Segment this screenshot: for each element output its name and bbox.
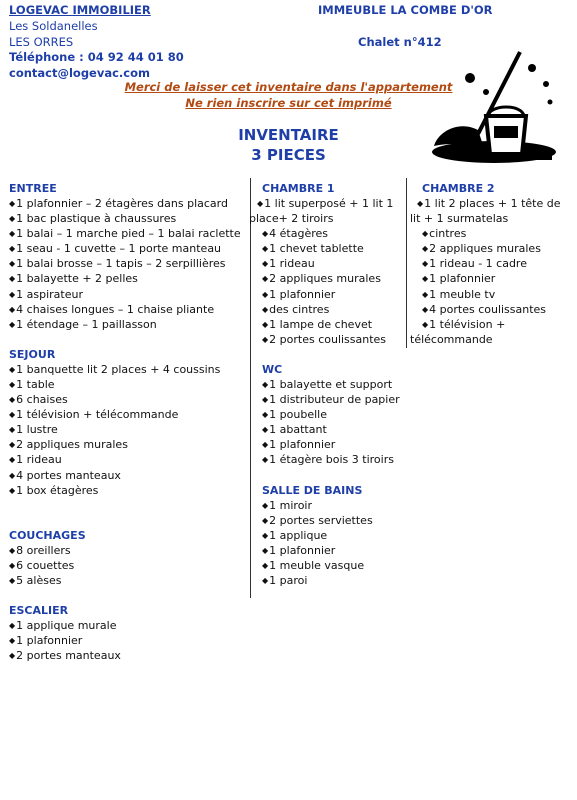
diamond-bullet-icon: ◆ [262,440,269,450]
diamond-bullet-icon: ◆ [9,651,16,661]
diamond-bullet-icon: ◆ [262,500,269,510]
column-divider-2 [406,178,407,348]
list-item [422,241,570,256]
list-item [9,317,247,332]
chambre-1-list [253,226,403,347]
list-item-text: 6 chaises [16,393,68,407]
list-item [9,452,247,467]
list-item-text: 1 meuble vasque [269,558,365,572]
section-title-wc: WC [262,362,283,376]
diamond-bullet-icon: ◆ [9,379,16,389]
list-item-text: 1 rideau - 1 cadre [429,257,527,271]
building-name: IMMEUBLE LA COMBE D'OR [318,3,493,17]
diamond-bullet-icon: ◆ [9,319,16,329]
diamond-bullet-icon: ◆ [9,440,16,450]
diamond-bullet-icon: ◆ [262,289,269,299]
list-item-text: 1 étendage – 1 paillasson [16,317,157,331]
section-title-sejour: SEJOUR [9,347,56,361]
list-item-text: des cintres [269,302,330,316]
diamond-bullet-icon: ◆ [9,274,16,284]
section-title-entree: ENTREE [9,182,57,195]
list-item-continuation: lit + 1 surmatelas [410,212,509,226]
list-item-text: 8 oreillers [16,543,71,557]
diamond-bullet-icon: ◆ [262,259,269,269]
list-item-text: 2 portes coulissantes [269,332,387,346]
diamond-bullet-icon: ◆ [262,575,269,585]
list-item [9,377,247,392]
list-item [262,302,403,317]
list-item-text: 1 lit 2 places + 1 tête de [424,197,561,210]
diamond-bullet-icon: ◆ [9,229,16,239]
list-item [262,241,403,256]
list-item-text: 5 alèses [16,573,62,587]
diamond-bullet-icon: ◆ [262,515,269,525]
diamond-bullet-icon: ◆ [262,545,269,555]
list-item [9,271,247,286]
list-item-text: 1 paroi [269,573,308,587]
list-item [9,468,247,483]
list-item [9,287,247,302]
list-item-text: 1 étagère bois 3 tiroirs [269,453,394,467]
list-item-text: 4 portes manteaux [16,468,121,482]
list-item-text: 2 appliques murales [429,242,541,256]
phone-number: Téléphone : 04 92 44 01 80 [9,50,184,64]
list-item-text: 2 appliques murales [269,272,381,286]
list-item [9,648,247,663]
list-item-text: 1 banquette lit 2 places + 4 coussins [16,362,221,376]
list-item [262,437,403,452]
list-item-text: 1 distributeur de papier [269,393,400,407]
notice-line-2: Ne rien inscrire sur cet imprimé [185,96,392,110]
list-item-text: 1 plafonnier [269,438,336,452]
page-subtitle: 3 PIECES [251,146,326,164]
chambre-2-list [410,226,570,317]
list-item [262,287,403,302]
sejour-list [9,362,247,498]
list-item [422,226,570,241]
list-item [9,256,247,271]
list-item-text: cintres [429,227,467,241]
list-item-continuation: télécommande [410,332,493,346]
list-item-text: 1 télévision + [429,317,506,331]
list-item [262,226,403,241]
column-1 [9,181,247,663]
email-address: contact@logevac.com [9,66,150,80]
list-item-text: 4 portes coulissantes [429,302,547,316]
list-item [262,392,403,407]
list-item-text: 2 portes manteaux [16,649,121,663]
diamond-bullet-icon: ◆ [257,199,264,208]
list-item-text: 1 lampe de chevet [269,317,373,331]
diamond-bullet-icon: ◆ [262,229,269,239]
notice-line-1: Merci de laisser cet inventaire dans l'appartement [124,80,453,94]
list-item [9,226,247,241]
list-item [262,422,403,437]
salle-de-bains-list [253,498,403,589]
list-item-text: 1 plafonnier [269,287,336,301]
diamond-bullet-icon: ◆ [9,545,16,555]
section-title-chambre-2: CHAMBRE 2 [422,182,495,195]
company-name: LOGEVAC IMMOBILIER [9,3,151,17]
list-item-text: 1 lustre [16,423,58,437]
list-item-text: 1 rideau [269,257,315,271]
list-item-text: 1 meuble tv [429,287,496,301]
diamond-bullet-icon: ◆ [422,289,429,299]
diamond-bullet-icon: ◆ [262,379,269,389]
list-item-text: 1 seau - 1 cuvette – 1 porte manteau [16,242,222,256]
list-item [9,407,247,422]
list-item-text: 1 box étagères [16,483,99,497]
list-item-text: 1 miroir [269,498,313,512]
diamond-bullet-icon: ◆ [9,620,16,630]
list-item [253,196,403,211]
section-title-couchages: COUCHAGES [9,528,86,542]
diamond-bullet-icon: ◆ [422,304,429,314]
diamond-bullet-icon: ◆ [262,244,269,254]
list-item [422,256,570,271]
diamond-bullet-icon: ◆ [9,289,16,299]
list-item [262,452,403,467]
diamond-bullet-icon: ◆ [9,244,16,254]
list-item-text: 1 abattant [269,423,327,437]
list-item [9,392,247,407]
list-item-text: 1 plafonnier [16,634,83,648]
list-item [422,271,570,286]
diamond-bullet-icon: ◆ [422,229,429,239]
entree-list [9,196,247,332]
diamond-bullet-icon: ◆ [9,575,16,585]
list-item [9,302,247,317]
list-item [262,528,403,543]
diamond-bullet-icon: ◆ [422,259,429,269]
column-2 [249,181,403,588]
diamond-bullet-icon: ◆ [262,425,269,435]
list-item-text: 1 aspirateur [16,287,83,301]
list-item [9,196,247,211]
list-item-text: 1 plafonnier [269,543,336,557]
diamond-bullet-icon: ◆ [422,244,429,254]
list-item-text: 1 poubelle [269,408,327,422]
diamond-bullet-icon: ◆ [9,485,16,495]
address-line-2: LES ORRES [9,35,74,49]
diamond-bullet-icon: ◆ [262,304,269,314]
list-item [262,332,403,347]
diamond-bullet-icon: ◆ [9,455,16,465]
list-item [262,498,403,513]
list-item-text: 2 appliques murales [16,438,128,452]
diamond-bullet-icon: ◆ [262,395,269,405]
diamond-bullet-icon: ◆ [9,259,16,269]
diamond-bullet-icon: ◆ [417,199,424,208]
list-item-text: 2 portes serviettes [269,513,373,527]
diamond-bullet-icon: ◆ [9,410,16,420]
list-item [262,377,403,392]
diamond-bullet-icon: ◆ [9,304,16,314]
list-item [9,573,247,588]
diamond-bullet-icon: ◆ [422,274,429,284]
list-item [422,287,570,302]
list-item-text: 1 plafonnier – 2 étagères dans placard [16,197,228,210]
list-item-text: 1 balayette + 2 pelles [16,272,138,286]
list-item [262,513,403,528]
diamond-bullet-icon: ◆ [262,530,269,540]
list-item [9,618,247,633]
list-item [9,211,247,226]
diamond-bullet-icon: ◆ [9,364,16,374]
list-item [9,362,247,377]
diamond-bullet-icon: ◆ [262,334,269,344]
list-item [9,483,247,498]
wc-list [253,377,403,468]
list-item-text: 1 plafonnier [429,272,496,286]
list-item [422,302,570,317]
list-item [9,241,247,256]
list-item-text: 1 applique [269,528,328,542]
list-item-text: 6 couettes [16,558,75,572]
list-item [9,422,247,437]
list-item [262,271,403,286]
chalet-number: Chalet n°412 [358,35,442,49]
diamond-bullet-icon: ◆ [9,395,16,405]
diamond-bullet-icon: ◆ [262,410,269,420]
diamond-bullet-icon: ◆ [9,636,16,646]
column-3 [410,181,570,347]
list-item [262,573,403,588]
list-item [9,558,247,573]
list-item [9,633,247,648]
list-item [262,558,403,573]
list-item-text: 1 télévision + télécommande [16,408,179,422]
list-item-text: 1 chevet tablette [269,242,364,256]
list-item-text: 1 balayette et support [269,377,393,391]
list-item-continuation: place+ 2 tiroirs [249,212,334,226]
list-item-text: 1 balai – 1 marche pied – 1 balai raclette [16,227,241,241]
diamond-bullet-icon: ◆ [262,274,269,284]
diamond-bullet-icon: ◆ [9,214,16,224]
list-item [262,317,403,332]
diamond-bullet-icon: ◆ [422,319,429,329]
list-item-text: 1 lit superposé + 1 lit 1 [264,197,394,210]
list-item-text: 4 étagères [269,227,329,241]
diamond-bullet-icon: ◆ [9,425,16,435]
diamond-bullet-icon: ◆ [9,560,16,570]
diamond-bullet-icon: ◆ [262,560,269,570]
column-divider-1 [250,178,251,598]
list-item [410,317,570,332]
address-line-1: Les Soldanelles [9,19,98,33]
diamond-bullet-icon: ◆ [9,199,16,208]
list-item-text: 1 bac plastique à chaussures [16,212,177,226]
list-item [9,543,247,558]
list-item-text: 1 rideau [16,453,62,467]
page-title: INVENTAIRE [238,126,339,144]
diamond-bullet-icon: ◆ [9,470,16,480]
list-item-text: 1 applique murale [16,618,117,632]
couchages-list [9,543,247,588]
section-title-escalier: ESCALIER [9,603,69,617]
diamond-bullet-icon: ◆ [262,319,269,329]
list-item [9,437,247,452]
list-item [262,543,403,558]
list-item-text: 1 table [16,377,55,391]
list-item-text: 1 balai brosse – 1 tapis – 2 serpillières [16,257,226,271]
section-title-chambre-1: CHAMBRE 1 [262,182,335,195]
list-item [410,196,570,211]
list-item [262,256,403,271]
section-title-salle-de-bains: SALLE DE BAINS [262,483,363,497]
list-item-text: 4 chaises longues – 1 chaise pliante [16,302,215,316]
diamond-bullet-icon: ◆ [262,455,269,465]
escalier-list [9,618,247,663]
list-item [262,407,403,422]
